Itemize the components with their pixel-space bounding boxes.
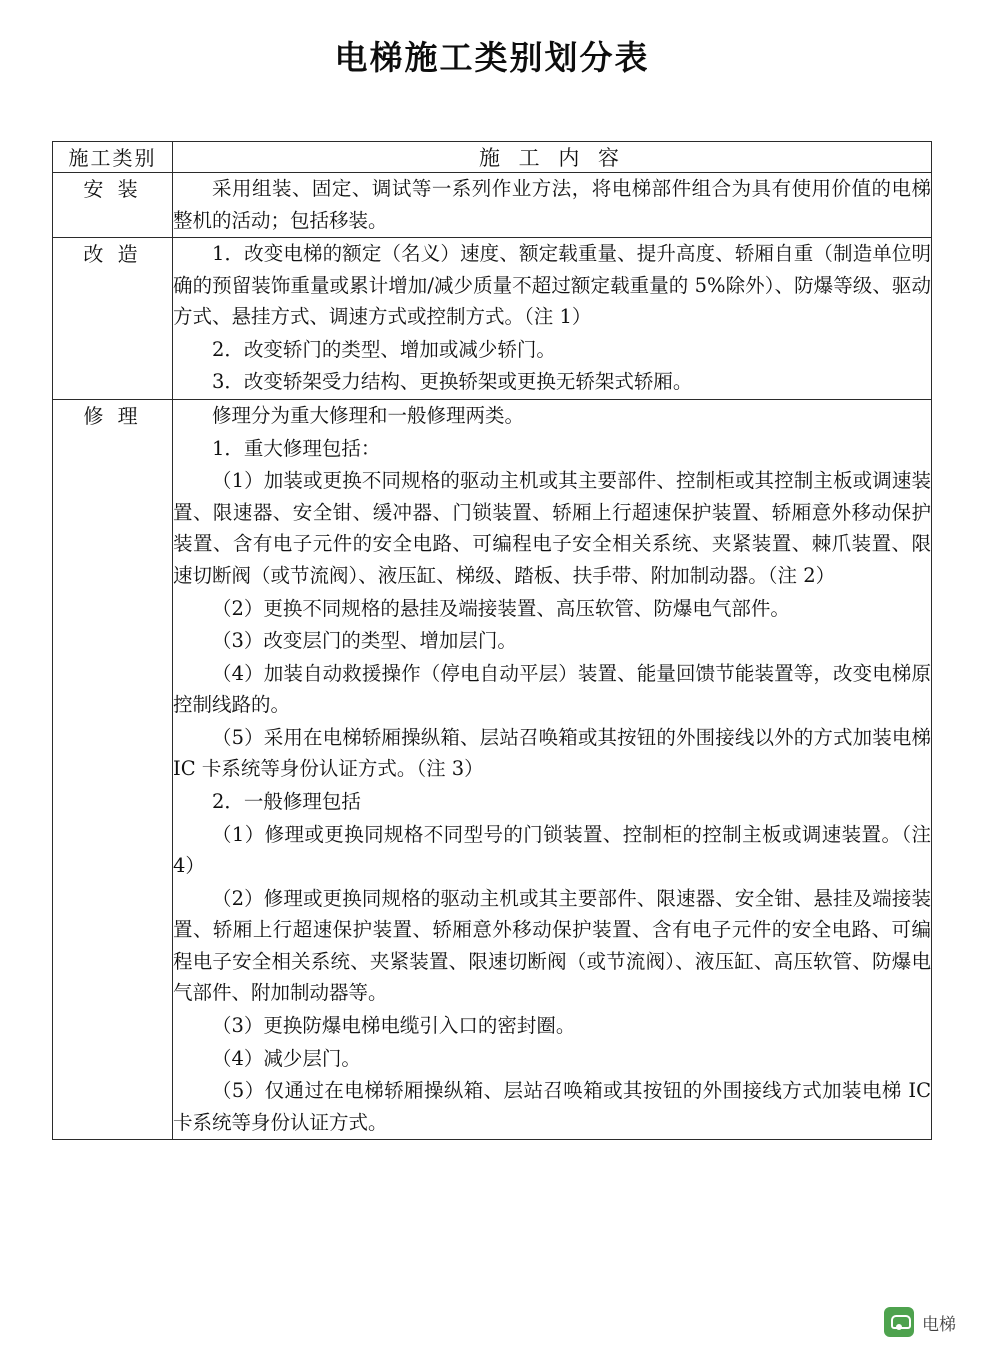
- elevator-logo-icon: [884, 1307, 914, 1337]
- table-row: [53, 238, 932, 400]
- paragraph: 3．改变轿架受力结构、更换轿架或更换无轿架式轿厢。: [212, 370, 693, 394]
- paragraph: （4）加装自动救援操作（停电自动平层）装置、能量回馈节能装置等，改变电梯原控制线路的。: [173, 661, 931, 717]
- row-type-modification: 改 造: [53, 238, 173, 400]
- paragraph: 采用组装、固定、调试等一系列作业方法，将电梯部件组合为具有使用价值的电梯整机的活动；包括移装。: [173, 177, 931, 232]
- table-header-row: [53, 142, 932, 173]
- row-content-modification: [173, 238, 932, 400]
- row-content-installation: [173, 173, 932, 238]
- paragraph: （2）更换不同规格的悬挂及端接装置、高压软管、防爆电气部件。: [212, 596, 790, 620]
- paragraph: 1．重大修理包括：: [212, 436, 381, 460]
- paragraph: （3）改变层门的类型、增加层门。: [212, 629, 517, 653]
- row-content-repair: [173, 400, 932, 1140]
- column-header-content: 施 工 内 容: [173, 142, 932, 173]
- table-row: [53, 400, 932, 1140]
- paragraph: （1）修理或更换同规格不同型号的门锁装置、控制柜的控制主板或调速装置。（注 4）: [173, 822, 931, 878]
- construction-category-table: [52, 141, 932, 1140]
- paragraph: （5）仅通过在电梯轿厢操纵箱、层站召唤箱或其按钮的外围接线方式加装电梯 IC 卡系统等身份认证方式。: [173, 1079, 931, 1134]
- row-type-repair: 修 理: [53, 400, 173, 1140]
- paragraph: （2）修理或更换同规格的驱动主机或其主要部件、限速器、安全钳、悬挂及端接装置、轿厢上行超速保护装置、轿厢意外移动保护装置、含有电子元件的安全电路、可编程电子安全相关系统、夹紧装置、限速切断阀（或节流阀）、液压缸、高压软管、防爆电气部件、附加制动器等。: [173, 886, 931, 1005]
- paragraph: 2．改变轿门的类型、增加或减少轿门。: [212, 337, 556, 361]
- row-type-installation: 安 装: [53, 173, 173, 238]
- paragraph: （1）加装或更换不同规格的驱动主机或其主要部件、控制柜或其控制主板或调速装置、限速器、安全钳、缓冲器、门锁装置、轿厢上行超速保护装置、轿厢意外移动保护装置、含有电子元件的安全电路、可编程电子安全相关系统、夹紧装置、棘爪装置、限速切断阀（或节流阀）、液压缸、梯级、踏板、扶手带、附加制动器。（注 2）: [173, 469, 931, 587]
- page-title: 电梯施工类别划分表: [334, 38, 650, 77]
- paragraph: 修理分为重大修理和一般修理两类。: [212, 404, 525, 428]
- watermark-label: 电梯: [922, 1314, 956, 1335]
- paragraph: 2．一般修理包括: [212, 789, 361, 813]
- table-row: [53, 173, 932, 238]
- document-page: [0, 32, 984, 1353]
- paragraph: 1．改变电梯的额定（名义）速度、额定载重量、提升高度、轿厢自重（制造单位明确的预留装饰重量或累计增加/减少质量不超过额定载重量的 5%除外）、防爆等级、驱动方式、悬挂方式、调速方式或控制方式。（注 1）: [173, 242, 931, 329]
- paragraph: （5）采用在电梯轿厢操纵箱、层站召唤箱或其按钮的外围接线以外的方式加装电梯 IC 卡系统等身份认证方式。（注 3）: [173, 725, 931, 781]
- column-header-type: 施工类别: [53, 142, 173, 173]
- watermark: [884, 1307, 956, 1337]
- paragraph: （4）减少层门。: [212, 1046, 361, 1070]
- paragraph: （3）更换防爆电梯电缆引入口的密封圈。: [212, 1014, 576, 1038]
